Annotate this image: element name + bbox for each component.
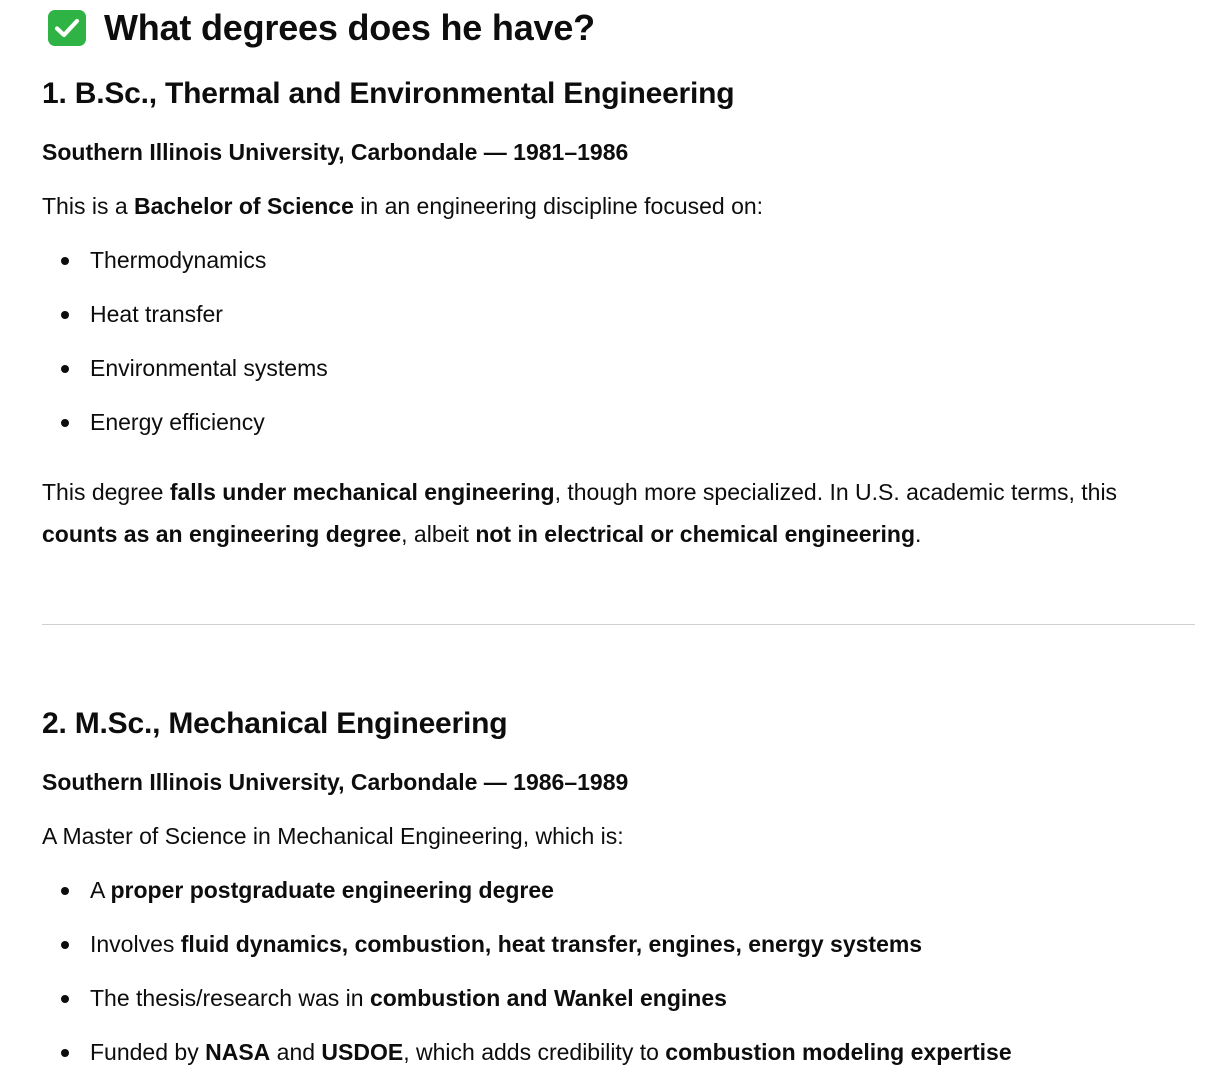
list-item: Heat transfer xyxy=(42,297,1194,331)
degree-2-institution: Southern Illinois University, Carbondale — 1986–1989 xyxy=(42,769,629,795)
check-mark-button-icon xyxy=(48,10,86,46)
list-item: A proper postgraduate engineering degree xyxy=(42,873,1194,907)
degree-1-note: This degree falls under mechanical engineering, though more specialized. In U.S. academic terms, this counts as an engineering degree, albeit not in electrical or chemical engineering. xyxy=(42,479,1118,547)
list-item: Energy efficiency xyxy=(42,405,1194,439)
list-item: Environmental systems xyxy=(42,351,1194,385)
list-item: The thesis/research was in combustion and Wankel engines xyxy=(42,981,1194,1015)
degree-2-title: 2. M.Sc., Mechanical Engineering xyxy=(42,707,508,740)
list-item: Thermodynamics xyxy=(42,243,1194,277)
section-heading-text: What degrees does he have? xyxy=(104,7,595,48)
degree-1-title: 1. B.Sc., Thermal and Environmental Engineering xyxy=(42,77,735,110)
degree-1-topics xyxy=(42,243,1194,439)
degree-1-intro: This is a Bachelor of Science in an engineering discipline focused on: xyxy=(42,193,764,219)
degree-2-points xyxy=(42,873,1194,1069)
degree-2-intro: A Master of Science in Mechanical Engineering, which is: xyxy=(42,823,624,849)
degree-1-institution: Southern Illinois University, Carbondale — 1981–1986 xyxy=(42,139,629,165)
list-item: Funded by NASA and USDOE, which adds credibility to combustion modeling expertise xyxy=(42,1035,1194,1069)
section-heading xyxy=(42,0,1194,56)
list-item: Involves fluid dynamics, combustion, heat transfer, engines, energy systems xyxy=(42,927,1194,961)
